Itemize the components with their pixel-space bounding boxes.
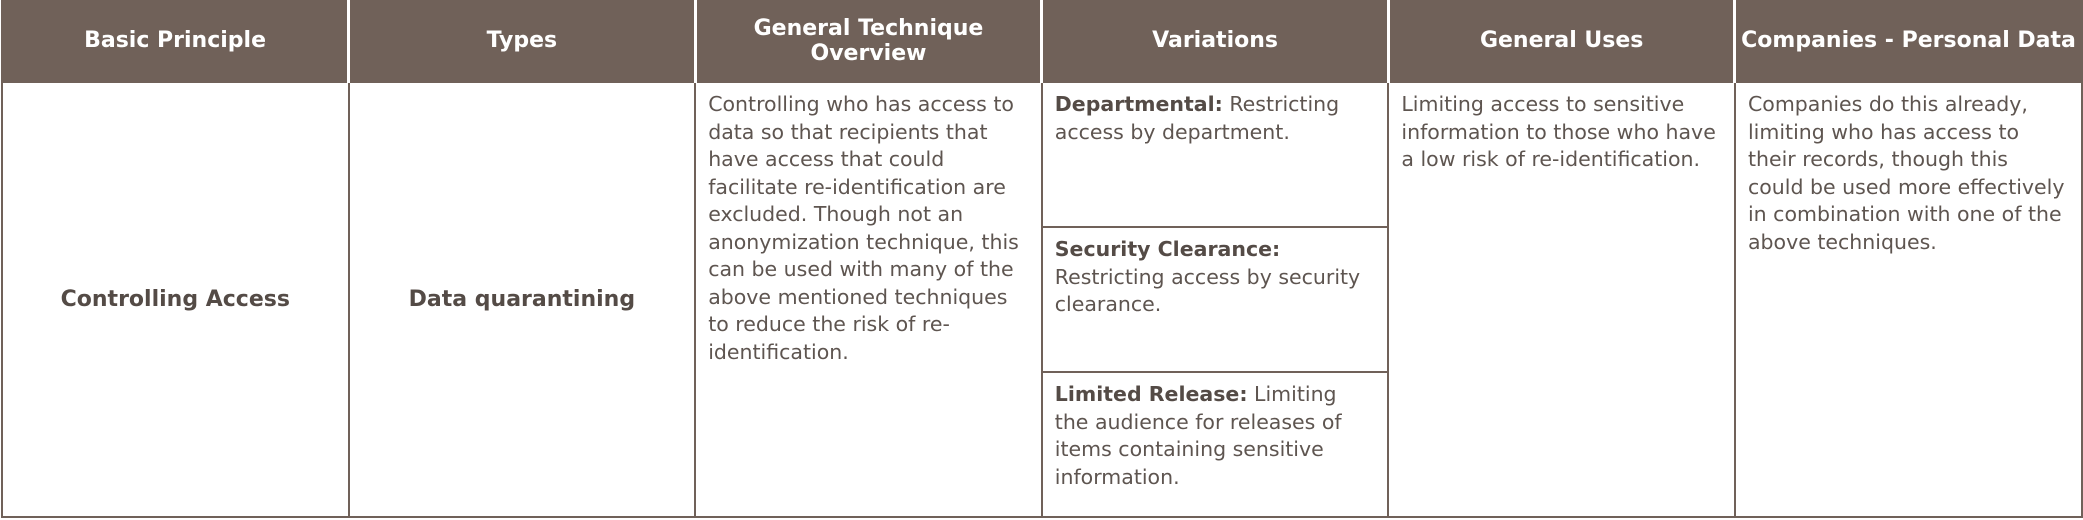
variation-title: Limited Release: (1054, 382, 1248, 406)
header-variations: Variations (1042, 0, 1389, 82)
variation-limited-release (1043, 373, 1388, 516)
variation-security-clearance (1043, 228, 1388, 373)
variation-title: Security Clearance: (1054, 237, 1281, 261)
variations-list (1043, 83, 1388, 516)
header-row (2, 0, 2082, 82)
table-body (2, 82, 2082, 517)
variation-title: Departmental: (1054, 92, 1223, 116)
header-types: Types (349, 0, 696, 82)
cell-basic-principle: Controlling Access (2, 82, 349, 517)
header-basic-principle: Basic Principle (2, 0, 349, 82)
header-companies-personal-data: Companies - Personal Data (1735, 0, 2082, 82)
header-general-uses: General Uses (1388, 0, 1735, 82)
table-row (2, 82, 2082, 517)
variation-departmental (1043, 83, 1388, 228)
cell-companies-personal-data: Companies do this already, limiting who has access to their records, though this could be used more effectively in combination with one of the above techniques. (1735, 82, 2082, 517)
cell-variations (1042, 82, 1389, 517)
techniques-table (1, 0, 2083, 518)
table-header (2, 0, 2082, 82)
cell-overview: Controlling who has access to data so that recipients that have access that could facilitate re-identification are excluded. Though not an anonymization technique, this can be used with many of the above mentioned techniques to reduce the risk of re-identification. (695, 82, 1042, 517)
header-general-technique-overview: General Technique Overview (695, 0, 1042, 82)
variation-text: Restricting access by department. (1054, 92, 1340, 144)
cell-type: Data quarantining (349, 82, 696, 517)
variation-text: Restricting access by security clearance. (1054, 264, 1361, 316)
variation-text: Limiting the audience for releases of items containing sensitive information. (1054, 382, 1342, 489)
cell-general-uses: Limiting access to sensitive information to those who have a low risk of re-identification. (1388, 82, 1735, 517)
